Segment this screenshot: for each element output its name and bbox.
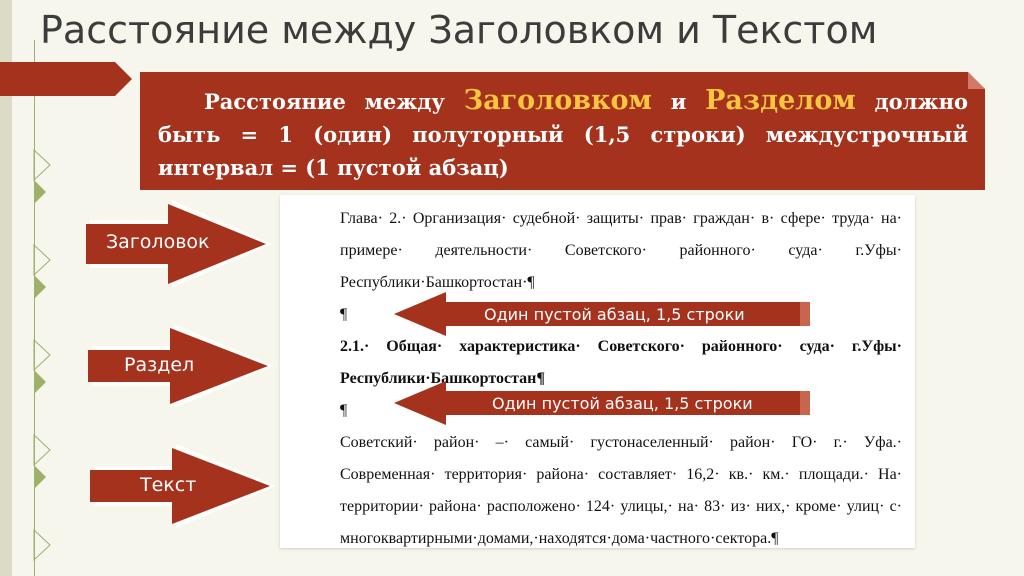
- document-sample: [280, 195, 915, 548]
- page-title: Расстояние между Заголовком и Текстом: [40, 8, 878, 52]
- callout-part1: Расстояние между: [204, 89, 464, 114]
- callout-part2: и: [651, 89, 706, 114]
- label-text: Текст: [140, 474, 197, 496]
- callout-text: [158, 84, 968, 184]
- doc-body: Советский· район· –· самый· густонаселенный· район· ГО· г.· Уфа.· Современная· территория· района· составляет· 16,2· кв.· км.· площади.· На· территории· района· расположено· 124· улицы,· на· 83· из· них,· кроме· улиц· с· многоквартирными·домами,·находятся·дома·частного·сектора.¶: [340, 434, 902, 547]
- doc-empty-paragraph-1: ¶: [340, 306, 348, 323]
- callout-part3: должно быть = 1 (один) полуторный (1,5 строки) междустрочный интервал = (1 пустой абзац): [158, 89, 968, 180]
- note-text-2: Один пустой абзац, 1,5 строки: [492, 394, 753, 413]
- label-arrow-heading: [80, 198, 280, 290]
- doc-heading: Глава· 2.· Организация· судебной· защиты· прав· граждан· в· сфере· труда· на· примере· деятельности· Советского· районного· суда· г.Уфы· Республики·Башкортостан·¶: [340, 210, 902, 291]
- callout-word-heading: Заголовком: [463, 85, 652, 116]
- callout-word-section: Разделом: [705, 85, 856, 116]
- label-section: Раздел: [124, 354, 195, 376]
- note-text-1: Один пустой абзац, 1,5 строки: [484, 305, 745, 324]
- label-heading: Заголовок: [106, 231, 210, 253]
- note-arrow-2: [392, 379, 812, 427]
- note-arrow-1: [392, 290, 812, 338]
- title-arrow-icon: [0, 60, 140, 100]
- rule-callout: [140, 72, 985, 190]
- doc-section: 2.1.· Общая· характеристика· Советского· районного· суда· г.Уфы· Республики·Башкортостан¶: [340, 338, 902, 387]
- doc-empty-paragraph-2: ¶: [340, 402, 348, 419]
- label-arrow-text: [84, 440, 284, 532]
- label-arrow-section: [82, 320, 282, 412]
